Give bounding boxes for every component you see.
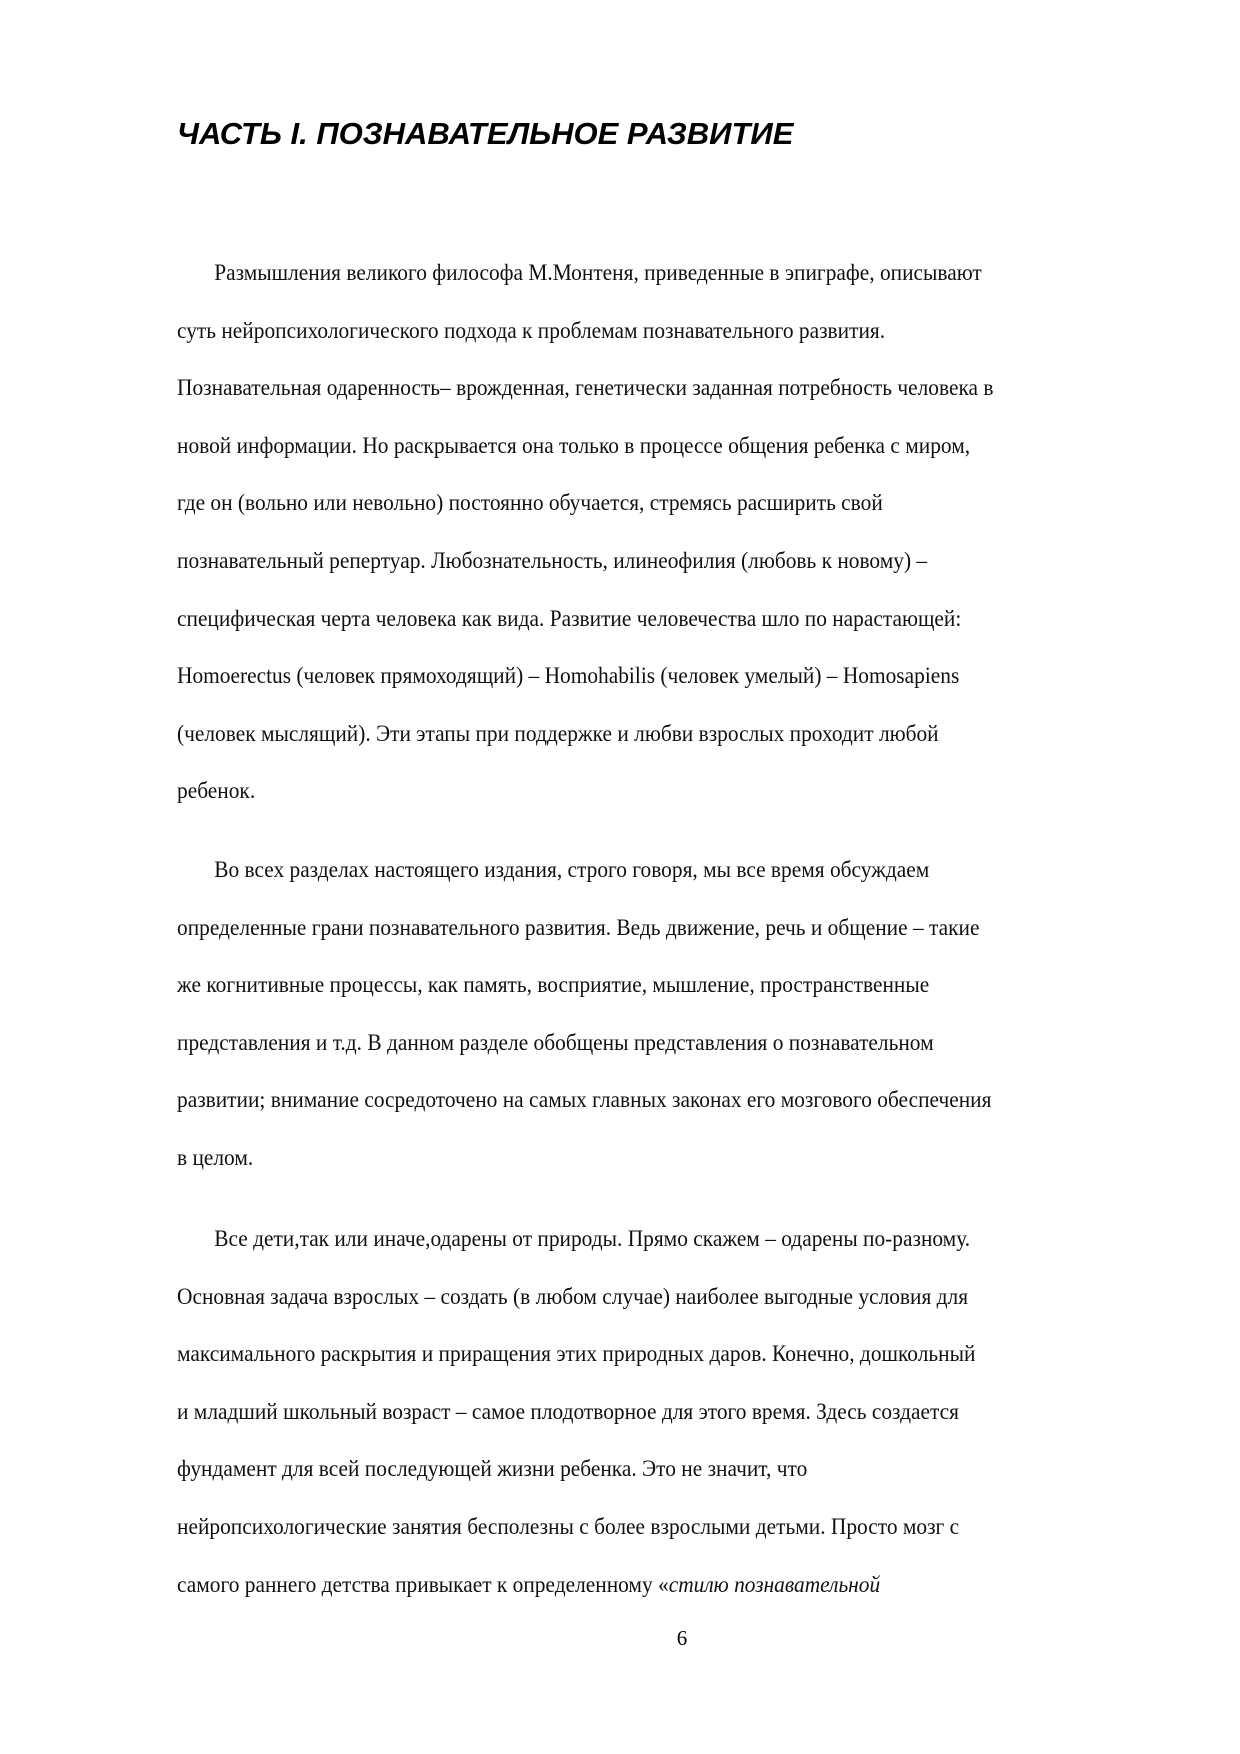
text-line: максимального раскрытия и приращения этих природных даров. Конечно, дошкольный [177, 1341, 976, 1367]
text-line: развитии; внимание сосредоточено на самых главных законах его мозгового обеспечения [177, 1087, 992, 1113]
text-line: ребенок. [177, 778, 256, 804]
text-line: в целом. [177, 1144, 254, 1170]
text-line: и младший школьный возраст – самое плодотворное для этого время. Здесь создается [177, 1398, 959, 1424]
italic-text-run: стилю познавательной [668, 1571, 881, 1597]
text-line: нейропсихологические занятия бесполезны с более взрослыми детьми. Просто мозг с [177, 1513, 960, 1539]
chapter-title: ЧАСТЬ I. ПОЗНАВАТЕЛЬНОЕ РАЗВИТИЕ [177, 116, 794, 151]
text-line: Во всех разделах настоящего издания, строго говоря, мы все время обсуждаем [214, 857, 930, 882]
paragraph-3 [177, 1210, 1036, 1613]
text-line: Размышления великого философа М.Монтеня, приведенные в эпиграфе, описывают [214, 260, 982, 285]
text-line: познавательный репертуар. Любознательность, илинеофилия (любовь к новому) – [177, 547, 928, 573]
text-line: новой информации. Но раскрывается она только в процессе общения ребенка с миром, [177, 432, 971, 458]
text-line: суть нейропсихологического подхода к проблемам познавательного развития. [177, 317, 886, 343]
text-line [177, 1556, 975, 1614]
text-line: Основная задача взрослых – создать (в любом случае) наиболее выгодные условия для [177, 1283, 969, 1309]
text-line: (человек мыслящий). Эти этапы при поддержке и любви взрослых проходит любой [177, 720, 939, 746]
text-line: Homoerectus (человек прямоходящий) – Homohabilis (человек умелый) – Homosapiens [177, 663, 960, 689]
text-line: определенные грани познавательного развития. Ведь движение, речь и общение – такие [177, 914, 980, 940]
text-line: где он (вольно или невольно) постоянно обучается, стремясь расширить свой [177, 490, 883, 516]
text-line: же когнитивные процессы, как память, восприятие, мышление, пространственные [177, 972, 930, 998]
text-run: самого раннего детства привыкает к определенному « [177, 1571, 669, 1597]
text-line: фундамент для всей последующей жизни ребенка. Это не значит, что [177, 1456, 808, 1482]
text-line: Познавательная одаренность– врожденная, генетически заданная потребность человека в [177, 375, 994, 401]
page-number: 6 [676, 1626, 688, 1650]
text-line: Все дети,так или иначе,одарены от природы. Прямо скажем – одарены по-разному. [214, 1226, 971, 1251]
paragraph-2 [177, 841, 1053, 1187]
paragraph-1 [177, 244, 1055, 820]
text-line: представления и т.д. В данном разделе обобщены представления о познавательном [177, 1029, 934, 1055]
text-line: специфическая черта человека как вида. Развитие человечества шло по нарастающей: [177, 605, 962, 631]
